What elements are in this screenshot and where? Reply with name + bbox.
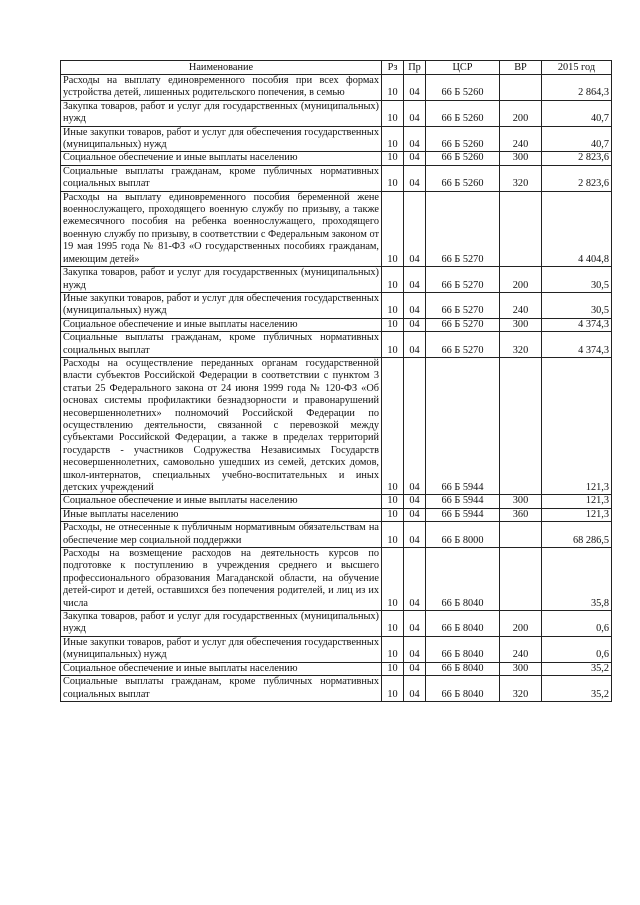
row-csr: 66 Б 5270	[426, 191, 500, 266]
row-amount: 40,7	[542, 100, 612, 126]
row-pr: 04	[404, 508, 426, 521]
row-amount: 35,8	[542, 548, 612, 611]
row-rz: 10	[382, 332, 404, 358]
table-row	[61, 357, 612, 494]
row-vr: 240	[500, 636, 542, 662]
row-rz: 10	[382, 495, 404, 508]
row-name: Иные закупки товаров, работ и услуг для обеспечения государственных (муниципальных) нужд	[61, 292, 382, 318]
table-row	[61, 611, 612, 637]
row-csr: 66 Б 5270	[426, 267, 500, 293]
table-row	[61, 75, 612, 101]
table-row	[61, 636, 612, 662]
row-amount: 0,6	[542, 636, 612, 662]
row-amount: 2 864,3	[542, 75, 612, 101]
row-name: Иные закупки товаров, работ и услуг для обеспечения государственных (муниципальных) нужд	[61, 126, 382, 152]
row-vr: 320	[500, 332, 542, 358]
row-csr: 66 Б 8040	[426, 611, 500, 637]
row-name: Закупка товаров, работ и услуг для государственных (муниципальных) нужд	[61, 611, 382, 637]
row-name: Расходы на возмещение расходов на деятельность курсов по подготовке к поступлению в учреждения среднего и высшего профессионального образования Магаданской области, на обучение детей-сирот и детей, оставшихся без попечения родителей, и лиц из их числа	[61, 548, 382, 611]
row-vr: 200	[500, 100, 542, 126]
row-csr: 66 Б 8040	[426, 636, 500, 662]
row-csr: 66 Б 5260	[426, 152, 500, 165]
budget-table	[60, 60, 612, 702]
row-vr: 200	[500, 611, 542, 637]
row-vr	[500, 522, 542, 548]
row-amount: 121,3	[542, 357, 612, 494]
row-pr: 04	[404, 318, 426, 331]
row-pr: 04	[404, 332, 426, 358]
row-pr: 04	[404, 191, 426, 266]
header-rz: Рз	[382, 61, 404, 75]
row-pr: 04	[404, 357, 426, 494]
row-pr: 04	[404, 152, 426, 165]
row-pr: 04	[404, 611, 426, 637]
table-row	[61, 267, 612, 293]
table-row	[61, 191, 612, 266]
row-csr: 66 Б 5270	[426, 318, 500, 331]
row-rz: 10	[382, 318, 404, 331]
row-name: Расходы на выплату единовременного пособия при всех формах устройства детей, лишенных родительского попечения, в семью	[61, 75, 382, 101]
table-row	[61, 522, 612, 548]
row-amount: 35,2	[542, 676, 612, 702]
table-row	[61, 152, 612, 165]
row-csr: 66 Б 8040	[426, 662, 500, 675]
row-pr: 04	[404, 662, 426, 675]
row-amount: 2 823,6	[542, 165, 612, 191]
row-pr: 04	[404, 676, 426, 702]
header-vr: ВР	[500, 61, 542, 75]
row-rz: 10	[382, 292, 404, 318]
row-name: Иные закупки товаров, работ и услуг для обеспечения государственных (муниципальных) нужд	[61, 636, 382, 662]
table-body	[61, 75, 612, 702]
row-name: Социальное обеспечение и иные выплаты населению	[61, 318, 382, 331]
row-rz: 10	[382, 191, 404, 266]
row-pr: 04	[404, 292, 426, 318]
row-vr	[500, 357, 542, 494]
row-name: Расходы, не отнесенные к публичным нормативным обязательствам на обеспечение мер социальной поддержки	[61, 522, 382, 548]
table-row	[61, 332, 612, 358]
row-csr: 66 Б 5260	[426, 165, 500, 191]
header-year: 2015 год	[542, 61, 612, 75]
row-amount: 4 374,3	[542, 332, 612, 358]
row-vr: 240	[500, 292, 542, 318]
table-row	[61, 548, 612, 611]
row-csr: 66 Б 5944	[426, 357, 500, 494]
row-amount: 4 404,8	[542, 191, 612, 266]
row-csr: 66 Б 5944	[426, 508, 500, 521]
table-row	[61, 662, 612, 675]
row-pr: 04	[404, 495, 426, 508]
row-rz: 10	[382, 75, 404, 101]
table-row	[61, 318, 612, 331]
row-pr: 04	[404, 165, 426, 191]
row-rz: 10	[382, 100, 404, 126]
row-rz: 10	[382, 548, 404, 611]
row-vr	[500, 75, 542, 101]
row-rz: 10	[382, 676, 404, 702]
row-amount: 2 823,6	[542, 152, 612, 165]
table-row	[61, 676, 612, 702]
table-row	[61, 508, 612, 521]
row-csr: 66 Б 5944	[426, 495, 500, 508]
header-name: Наименование	[61, 61, 382, 75]
table-row	[61, 126, 612, 152]
table-row	[61, 495, 612, 508]
row-vr: 320	[500, 165, 542, 191]
table-row	[61, 100, 612, 126]
row-rz: 10	[382, 152, 404, 165]
row-name: Социальное обеспечение и иные выплаты населению	[61, 495, 382, 508]
row-csr: 66 Б 5260	[426, 126, 500, 152]
row-amount: 30,5	[542, 267, 612, 293]
row-pr: 04	[404, 267, 426, 293]
table-header-row	[61, 61, 612, 75]
row-name: Социальные выплаты гражданам, кроме публичных нормативных социальных выплат	[61, 676, 382, 702]
row-name: Расходы на выплату единовременного пособия беременной жене военнослужащего, проходящего военную службу по призыву, а также ежемесячного пособия на ребенка военнослужащего, проходящего военную службу по призыву, в соответствии с Федеральным законом от 19 мая 1995 года № 81-ФЗ «О государственных пособиях гражданам, имеющим детей»	[61, 191, 382, 266]
row-amount: 121,3	[542, 508, 612, 521]
row-rz: 10	[382, 611, 404, 637]
row-pr: 04	[404, 75, 426, 101]
row-csr: 66 Б 5260	[426, 75, 500, 101]
row-vr: 200	[500, 267, 542, 293]
table-row	[61, 292, 612, 318]
row-rz: 10	[382, 126, 404, 152]
row-vr	[500, 548, 542, 611]
document-page	[60, 60, 611, 702]
header-pr: Пр	[404, 61, 426, 75]
row-csr: 66 Б 8040	[426, 548, 500, 611]
row-name: Закупка товаров, работ и услуг для государственных (муниципальных) нужд	[61, 100, 382, 126]
row-name: Социальные выплаты гражданам, кроме публичных нормативных социальных выплат	[61, 165, 382, 191]
row-pr: 04	[404, 548, 426, 611]
row-name: Социальные выплаты гражданам, кроме публичных нормативных социальных выплат	[61, 332, 382, 358]
row-vr: 300	[500, 152, 542, 165]
row-vr: 320	[500, 676, 542, 702]
table-row	[61, 165, 612, 191]
row-vr: 240	[500, 126, 542, 152]
row-amount: 40,7	[542, 126, 612, 152]
row-name: Иные выплаты населению	[61, 508, 382, 521]
row-pr: 04	[404, 126, 426, 152]
row-vr: 300	[500, 662, 542, 675]
row-amount: 4 374,3	[542, 318, 612, 331]
row-vr: 300	[500, 318, 542, 331]
row-rz: 10	[382, 636, 404, 662]
header-csr: ЦСР	[426, 61, 500, 75]
row-name: Социальное обеспечение и иные выплаты населению	[61, 662, 382, 675]
row-rz: 10	[382, 508, 404, 521]
row-csr: 66 Б 5270	[426, 332, 500, 358]
row-csr: 66 Б 5260	[426, 100, 500, 126]
row-amount: 0,6	[542, 611, 612, 637]
row-csr: 66 Б 8040	[426, 676, 500, 702]
row-pr: 04	[404, 522, 426, 548]
row-amount: 68 286,5	[542, 522, 612, 548]
row-rz: 10	[382, 357, 404, 494]
row-rz: 10	[382, 267, 404, 293]
row-csr: 66 Б 8000	[426, 522, 500, 548]
row-name: Социальное обеспечение и иные выплаты населению	[61, 152, 382, 165]
row-rz: 10	[382, 165, 404, 191]
row-vr: 360	[500, 508, 542, 521]
row-rz: 10	[382, 522, 404, 548]
row-amount: 30,5	[542, 292, 612, 318]
row-pr: 04	[404, 636, 426, 662]
row-vr	[500, 191, 542, 266]
row-rz: 10	[382, 662, 404, 675]
row-vr: 300	[500, 495, 542, 508]
row-csr: 66 Б 5270	[426, 292, 500, 318]
row-name: Закупка товаров, работ и услуг для государственных (муниципальных) нужд	[61, 267, 382, 293]
row-amount: 121,3	[542, 495, 612, 508]
row-amount: 35,2	[542, 662, 612, 675]
row-name: Расходы на осуществление переданных органам государственной власти субъектов Российской Федерации в соответствии с пунктом 3 статьи 25 Федерального закона от 24 июня 1999 года № 120-ФЗ «Об основах системы профилактики безнадзорности и правонарушений несовершеннолетних» полномочий Российской Федерации по осуществлению деятельности, связанной с перевозкой между субъектами Российской Федерации, а также в пределах территорий государств - участников Содружества Независимых Государств несовершеннолетних, самовольно ушедших из семей, детских домов, школ-интернатов, специальных учебно-воспитательных и иных детских учреждений	[61, 357, 382, 494]
row-pr: 04	[404, 100, 426, 126]
